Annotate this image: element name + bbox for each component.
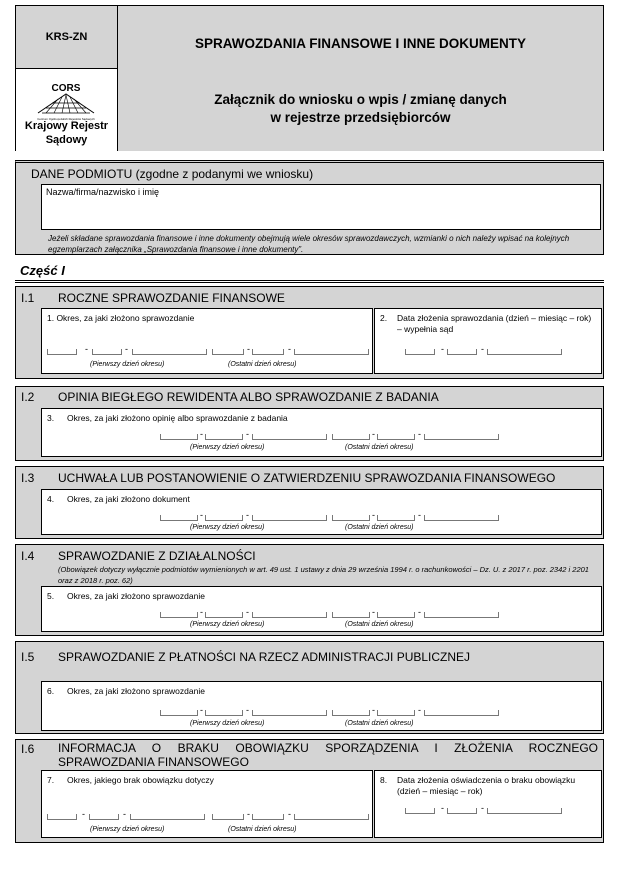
period-label: Okres, za jaki złożono sprawozdanie [67, 686, 205, 696]
section-number: I.5 [21, 650, 35, 664]
period-label: Okres, za jaki złożono dokument [67, 494, 190, 504]
period-field[interactable]: 7. Okres, jakiego brak obowiązku dotyczy - - - - (Pierwszy dzień okresu) (Ostatni dzień okresu) [41, 770, 373, 838]
registry-name: Krajowy Rejestr Sądowy [24, 120, 109, 146]
section-number: I.3 [21, 471, 35, 485]
section-title: UCHWAŁA LUB POSTANOWIENIE O ZATWIERDZENIU SPRAWOZDANIA FINANSOWEGO [58, 471, 556, 485]
krs-logo [16, 69, 118, 151]
entity-data-section [15, 160, 604, 255]
part-heading: Część I [20, 263, 65, 278]
form-title: SPRAWOZDANIA FINANSOWE I INNE DOKUMENTY [194, 36, 526, 51]
section-title: OPINIA BIEGŁEGO REWIDENTA ALBO SPRAWOZDANIE Z BADANIA [58, 390, 439, 404]
section-number: I.4 [21, 549, 35, 563]
statement-date-label: Data złożenia oświadczenia o braku obowiązku (dzień – miesiąc – rok) [397, 775, 576, 796]
section-title: ROCZNE SPRAWOZDANIE FINANSOWE [58, 291, 285, 305]
first-day-caption: (Pierwszy dzień okresu) [190, 720, 265, 727]
filing-date-field[interactable]: 2. Data złożenia sprawozdania (dzień – miesiąc – rok) – wypełnia sąd - - [374, 308, 602, 374]
section-title: INFORMACJA O BRAKU OBOWIĄZKU SPORZĄDZENIA I ZŁOŻENIA ROCZNEGO SPRAWOZDANIA FINANSOWEGO [58, 741, 598, 769]
section-title: SPRAWOZDANIE Z DZIAŁALNOŚCI [58, 549, 256, 563]
entity-data-note: Jeżeli składane sprawozdania finansowe i inne dokumenty obejmują wiele okresów sprawozdawczych, wzmianki o nich należy wpisać na kolejnych egzemplarzach załącznika „Sprawozdania finansowe i inne dokumenty”. [48, 234, 570, 254]
section-i5 [15, 641, 604, 734]
period-label: Okres, jakiego brak obowiązku dotyczy [67, 775, 214, 785]
title-panel [118, 6, 603, 151]
period-field[interactable]: 6. Okres, za jaki złożono sprawozdanie - - - - (Pierwszy dzień okresu) (Ostatni dzień okresu) [41, 681, 602, 731]
period-field[interactable]: 4. Okres, za jaki złożono dokument - - - - (Pierwszy dzień okresu) (Ostatni dzień okresu) [41, 489, 602, 535]
last-day-caption: (Ostatni dzień okresu) [345, 720, 414, 727]
first-day-caption: (Pierwszy dzień okresu) [90, 361, 165, 368]
entity-name-field[interactable] [41, 184, 601, 230]
section-note: (Obowiązek dotyczy wyłącznie podmiotów wymienionych w art. 49 ust. 1 ustawy z dnia 29 września 1994 r. o rachunkowości – Dz. U. z 2017 r. poz. 2342 i 2201 oraz z 2018 r. poz. 62) [58, 565, 589, 585]
first-day-caption: (Pierwszy dzień okresu) [190, 621, 265, 628]
last-day-caption: (Ostatni dzień okresu) [345, 524, 414, 531]
last-day-caption: (Ostatni dzień okresu) [228, 361, 297, 368]
section-number: I.2 [21, 390, 35, 404]
section-title: SPRAWOZDANIE Z PŁATNOŚCI NA RZECZ ADMINISTRACJI PUBLICZNEJ [58, 650, 471, 664]
last-day-caption: (Ostatni dzień okresu) [228, 826, 297, 833]
entity-data-title: DANE PODMIOTU (zgodne z podanymi we wniosku) [31, 167, 314, 181]
section-i3 [15, 466, 604, 539]
first-day-caption: (Pierwszy dzień okresu) [90, 826, 165, 833]
form-subtitle: Załącznik do wniosku o wpis / zmianę danych w rejestrze przedsiębiorców [214, 92, 507, 125]
filing-date-label: Data złożenia sprawozdania (dzień – miesiąc – rok) – wypełnia sąd [397, 313, 592, 334]
entity-name-label: Nazwa/firma/nazwisko i imię [46, 187, 160, 197]
section-number: I.6 [21, 742, 35, 756]
period-label: 1. Okres, za jaki złożono sprawozdanie [47, 313, 195, 323]
logo-small-text: Centrum Ogólnopolskich Rejestrów Sądowych [37, 117, 95, 121]
first-day-caption: (Pierwszy dzień okresu) [190, 524, 265, 531]
logo-mark: CORS [51, 83, 81, 94]
period-field[interactable]: 1. Okres, za jaki złożono sprawozdanie - - - - (Pierwszy dzień okresu) (Ostatni dzień okresu) [41, 308, 373, 374]
statement-date-field[interactable]: 8. Data złożenia oświadczenia o braku obowiązku (dzień – miesiąc – rok) - - [374, 770, 602, 838]
last-day-caption: (Ostatni dzień okresu) [345, 444, 414, 451]
period-label: Okres, za jaki złożono opinię albo sprawozdanie z badania [67, 413, 288, 423]
section-i6 [15, 739, 604, 843]
section-i4 [15, 544, 604, 636]
form-code: KRS-ZN [16, 6, 118, 69]
section-i2 [15, 386, 604, 461]
divider [15, 280, 604, 283]
period-label: Okres, za jaki złożono sprawozdanie [67, 591, 205, 601]
last-day-caption: (Ostatni dzień okresu) [345, 621, 414, 628]
section-number: I.1 [21, 291, 35, 305]
section-i1 [15, 286, 604, 379]
period-field[interactable]: 3. Okres, za jaki złożono opinię albo sprawozdanie z badania - - - - (Pierwszy dzień okresu) (Ostatni dzień okresu) [41, 408, 602, 457]
period-field[interactable]: 5. Okres, za jaki złożono sprawozdanie - - - - (Pierwszy dzień okresu) (Ostatni dzień okresu) [41, 586, 602, 632]
first-day-caption: (Pierwszy dzień okresu) [190, 444, 265, 451]
form-header [15, 5, 604, 151]
